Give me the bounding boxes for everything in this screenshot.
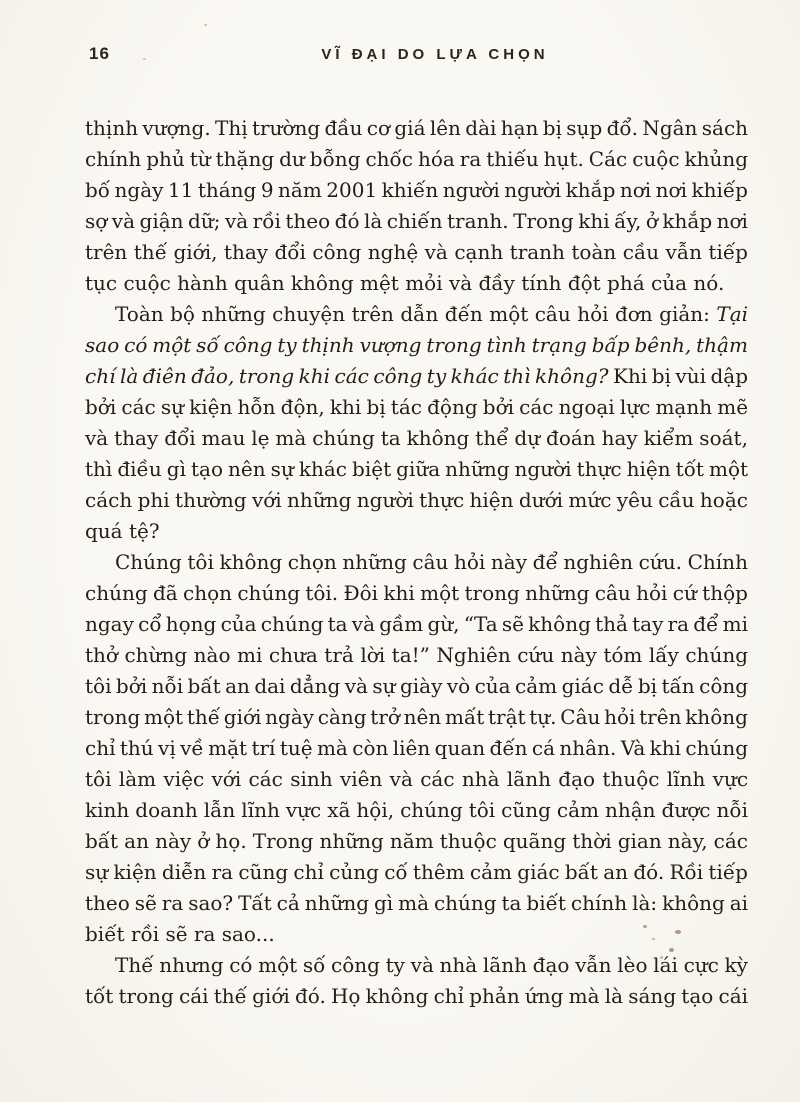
stain-speck (143, 58, 146, 60)
text-line: tốt trong cái thế giới đó. Họ không chỉ phản ứng mà là sáng tạo cái (85, 984, 749, 1008)
text-line: ngay cổ họng của chúng ta và gầm gừ, “Ta sẽ không thả tay ra để mi (85, 612, 748, 636)
stain-speck (204, 24, 207, 26)
text-line: Thế nhưng có một số công ty và nhà lãnh đạo vẫn lèo lái cực kỳ (115, 953, 748, 977)
text-line: bởi các sự kiện hỗn độn, khi bị tác động bởi các ngoại lực mạnh mẽ (85, 395, 749, 419)
text-line: biết rồi sẽ ra sao... (85, 922, 275, 946)
text-line: thịnh vượng. Thị trường đầu cơ giá lên dài hạn bị sụp đổ. Ngân sách (85, 116, 749, 140)
text-line: tôi bởi nỗi bất an dai dẳng và sự giày vò của cảm giác dễ bị tấn công (85, 674, 749, 698)
text-line: Chúng tôi không chọn những câu hỏi này để nghiên cứu. Chính (115, 550, 748, 574)
body-text (85, 113, 748, 1012)
text-line: theo sẽ ra sao? Tất cả những gì mà chúng ta biết chính là: không ai (85, 891, 749, 915)
text-line: cách phi thường với những người thực hiện dưới mức yêu cầu hoặc (85, 488, 748, 512)
stain-speck (660, 956, 663, 959)
text-line: sự kiện diễn ra cũng chỉ củng cố thêm cảm giác bất an đó. Rồi tiếp (85, 860, 748, 884)
text-line: chí là điên đảo, trong khi các công ty khác thì không? Khi bị vùi dập (85, 364, 749, 388)
text-line: tục cuộc hành quân không mệt mỏi và đầy tính đột phá của nó. (85, 271, 725, 295)
text-line: bố ngày 11 tháng 9 năm 2001 khiến người người khắp nơi nơi khiếp (85, 178, 748, 202)
text-line: sao có một số công ty thịnh vượng trong tình trạng bấp bênh, thậm (85, 333, 748, 357)
text-line: sợ và giận dữ; và rồi theo đó là chiến tranh. Trong khi ấy, ở khắp nơi (85, 209, 748, 233)
page-number: 16 (89, 44, 110, 63)
stain-speck (652, 938, 655, 940)
running-header: VĨ ĐẠI DO LỰA CHỌN (321, 46, 549, 63)
stain-speck (675, 930, 681, 934)
text-line: bất an này ở họ. Trong những năm thuộc quãng thời gian này, các (85, 829, 749, 853)
text-line: thở chừng nào mi chưa trả lời ta!” Nghiên cứu này tóm lấy chúng (85, 643, 749, 667)
text-line: tôi làm việc với các sinh viên và các nhà lãnh đạo thuộc lĩnh vực (85, 767, 749, 791)
text-line: Toàn bộ những chuyện trên dẫn đến một câu hỏi đơn giản: Tại (115, 302, 749, 326)
text-line: chính phủ từ thặng dư bỗng chốc hóa ra thiếu hụt. Các cuộc khủng (85, 147, 749, 171)
stain-speck (669, 948, 674, 952)
text-line: trong một thế giới ngày càng trở nên mất trật tự. Câu hỏi trên không (85, 705, 748, 729)
text-line: và thay đổi mau lẹ mà chúng ta không thể dự đoán hay kiểm soát, (85, 426, 748, 450)
text-line: chúng đã chọn chúng tôi. Đôi khi một trong những câu hỏi cứ thộp (85, 581, 748, 605)
text-line: thì điều gì tạo nên sự khác biệt giữa những người thực hiện tốt một (85, 457, 749, 481)
text-line: quá tệ? (85, 519, 160, 543)
text-line: kinh doanh lẫn lĩnh vực xã hội, chúng tôi cũng cảm nhận được nỗi (85, 798, 748, 822)
text-line: trên thế giới, thay đổi công nghệ và cạnh tranh toàn cầu vẫn tiếp (85, 240, 748, 264)
stain-speck (643, 925, 647, 928)
text-line: chỉ thú vị về mặt trí tuệ mà còn liên quan đến cá nhân. Và khi chúng (85, 736, 749, 760)
